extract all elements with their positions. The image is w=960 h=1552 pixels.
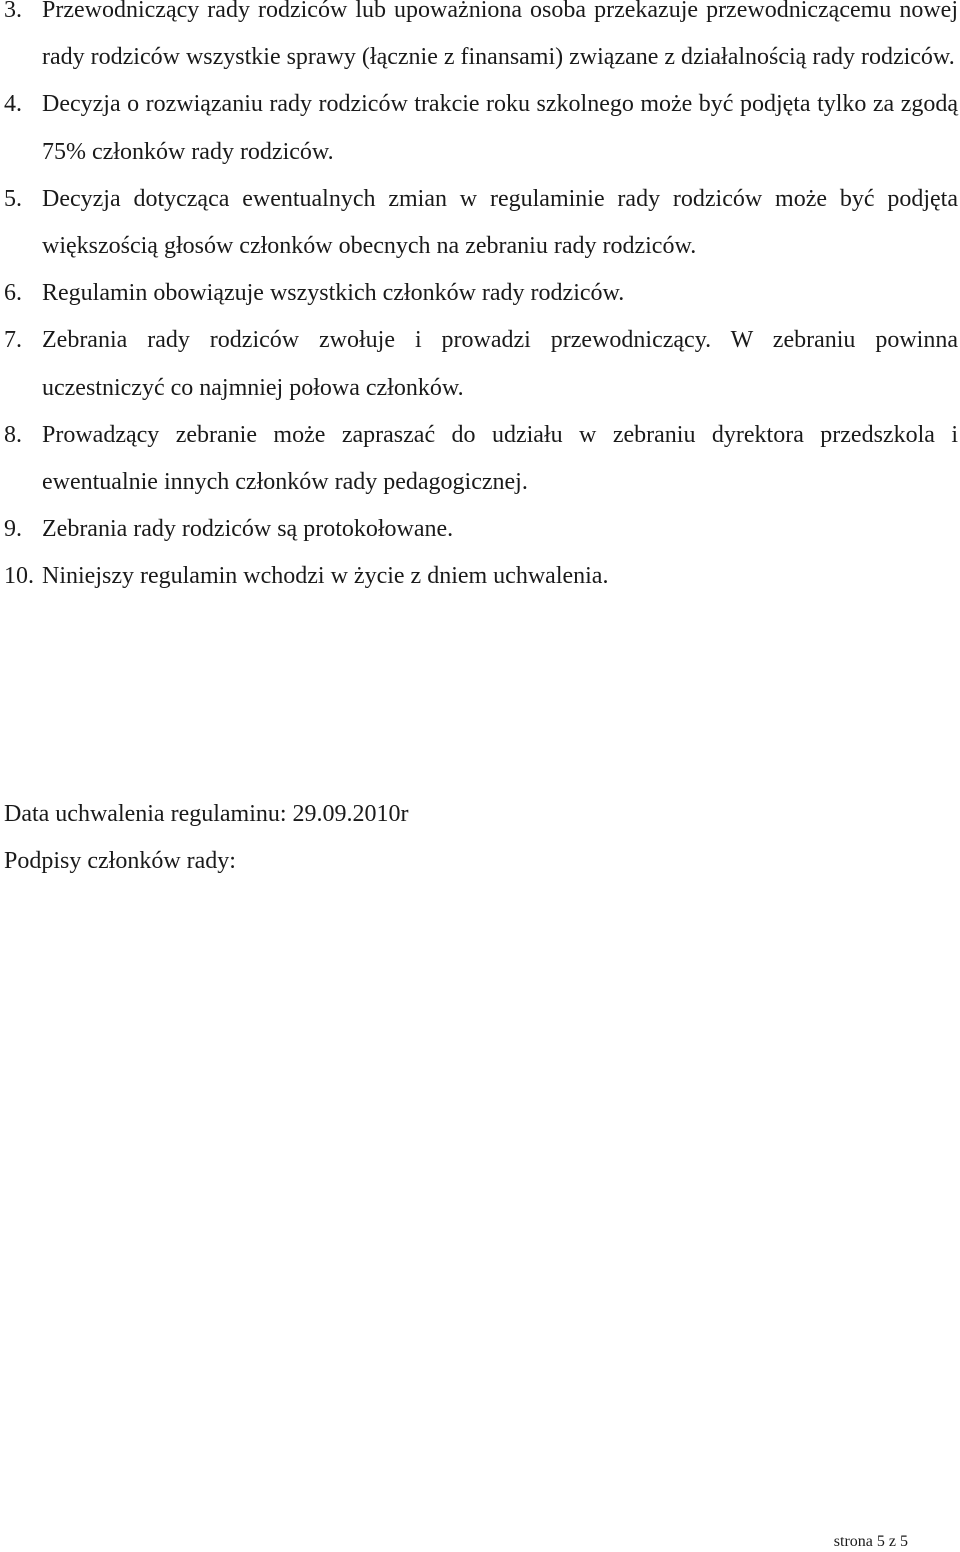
list-item	[0, 176, 958, 270]
list-item	[0, 0, 958, 81]
list-item	[0, 317, 958, 411]
regulation-list	[0, 0, 960, 601]
item-number: 9.	[4, 516, 22, 543]
item-number: 8.	[4, 421, 22, 448]
item-text: Decyzja o rozwiązaniu rady rodziców trakcie roku szkolnego może być podjęta tylko za zgodą 75% członków rady rodziców.	[42, 91, 958, 165]
list-item	[0, 553, 958, 600]
item-number: 7.	[4, 327, 22, 354]
item-text: Regulamin obowiązuje wszystkich członków rady rodziców.	[42, 280, 625, 307]
item-text: Zebrania rady rodziców są protokołowane.	[42, 516, 454, 543]
signatures-line: Podpisy członków rady:	[4, 848, 236, 875]
list-item	[0, 412, 958, 506]
item-number: 10.	[4, 563, 34, 590]
list-item	[0, 81, 958, 175]
item-text: Zebrania rady rodziców zwołuje i prowadzi przewodniczący. W zebraniu powinna uczestniczyć co najmniej połowa członków.	[42, 327, 958, 401]
item-number: 3.	[4, 0, 22, 23]
item-text: Niniejszy regulamin wchodzi w życie z dniem uchwalenia.	[42, 563, 609, 590]
list-item	[0, 506, 958, 553]
adoption-block	[4, 791, 409, 885]
item-text: Decyzja dotycząca ewentualnych zmian w regulaminie rady rodziców może być podjęta większością głosów członków obecnych na zebraniu rady rodziców.	[42, 185, 958, 260]
item-text: Przewodniczący rady rodziców lub upoważniona osoba przekazuje przewodniczącemu nowej rady rodziców wszystkie sprawy (łącznie z finansami) związane z działalnością rady rodziców.	[42, 0, 958, 71]
adoption-date-line: Data uchwalenia regulaminu: 29.09.2010r	[4, 801, 409, 827]
page-number: strona 5 z 5	[833, 1533, 908, 1550]
item-text: Prowadzący zebranie może zapraszać do udziału w zebraniu dyrektora przedszkola i ewentualnie innych członków rady pedagogicznej.	[42, 421, 958, 496]
item-number: 6.	[4, 280, 22, 307]
item-number: 5.	[4, 185, 22, 212]
list-item	[0, 270, 958, 317]
item-number: 4.	[4, 91, 22, 118]
